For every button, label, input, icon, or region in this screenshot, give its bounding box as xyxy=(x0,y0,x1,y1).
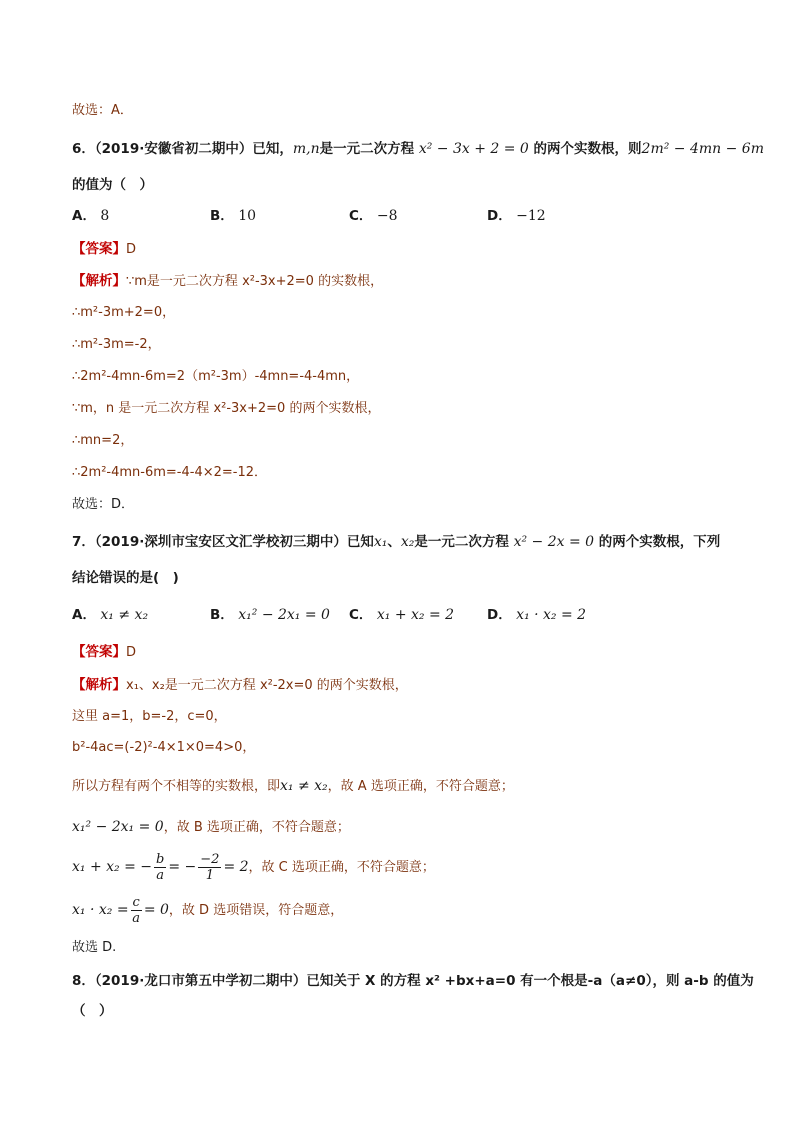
option-label: B． xyxy=(210,607,234,623)
option-label: C． xyxy=(349,607,373,623)
option-value: x₁ ≠ x₂ xyxy=(100,607,149,623)
analysis-math: x₁² − 2x₁ = 0 xyxy=(72,819,164,835)
q6-answer xyxy=(72,240,136,259)
q6-option-d xyxy=(487,207,546,225)
q7-answer xyxy=(72,643,136,662)
option-value: 8 xyxy=(100,208,110,224)
option-value: x₁ + x₂ = 2 xyxy=(376,607,455,623)
question-8-stem-line2: （ ） xyxy=(72,1003,113,1019)
prev-conclusion: 故选：A． xyxy=(72,103,133,118)
option-value: x₁ · x₂ = 2 xyxy=(516,607,587,623)
option-value: x₁² − 2x₁ = 0 xyxy=(238,607,330,623)
option-label: D． xyxy=(487,607,512,623)
q7-option-a xyxy=(72,606,148,624)
option-label: A． xyxy=(72,607,96,623)
q6-expression: 2m² − 4mn − 6m xyxy=(641,141,764,157)
option-value: −8 xyxy=(376,208,398,224)
q6-analysis-3: ∴m²-3m=-2， xyxy=(72,337,161,352)
q6-head: 6．（2019·安徽省初二期中）已知， xyxy=(72,141,293,157)
analysis-math: = 0 xyxy=(143,902,169,918)
fraction-numerator: −2 xyxy=(200,852,220,867)
q6-analysis-2: ∴m²-3m+2=0， xyxy=(72,305,176,320)
answer-tag: 【答案】 xyxy=(72,241,126,257)
q6-vars: m,n xyxy=(292,141,320,157)
fraction-b-over-a xyxy=(154,852,166,883)
analysis-text: ，故 D 选项错误，符合题意， xyxy=(168,903,344,918)
analysis-text: 所以方程有两个不相等的实数根，即 xyxy=(72,779,281,794)
answer-value: D xyxy=(126,242,137,257)
analysis-text: x₁、x₂是一元二次方程 x²-2x=0 的两个实数根， xyxy=(126,678,408,693)
q6-analysis-6: ∴mn=2， xyxy=(72,433,134,448)
analysis-text: ，故 C 选项正确，不符合题意； xyxy=(248,860,435,875)
q6-option-b xyxy=(210,207,256,225)
analysis-text: ，故 A 选项正确，不符合题意； xyxy=(327,779,514,794)
q6-analysis-1 xyxy=(72,272,383,291)
analysis-math: x₁ ≠ x₂ xyxy=(280,778,328,794)
q6-analysis-4: ∴2m²-4mn-6m=2（m²-3m）-4mn=-4-4mn， xyxy=(72,369,360,384)
question-8-stem: 8．（2019·龙口市第五中学初二期中）已知关于 X 的方程 x² +bx+a=0 有一个根是-a（a≠0），则 a-b 的值为 xyxy=(72,973,754,989)
question-7-stem-line2: 结论错误的是( ) xyxy=(72,570,179,586)
fraction-denominator: 1 xyxy=(205,868,214,883)
option-label: D． xyxy=(487,208,512,224)
answer-tag: 【答案】 xyxy=(72,644,126,660)
analysis-text: ∵m是一元二次方程 x²-3x+2=0 的实数根， xyxy=(126,274,384,289)
fraction-c-over-a xyxy=(131,895,142,926)
q6-analysis-8: 故选：D． xyxy=(72,497,135,512)
fraction-numerator: b xyxy=(156,852,165,867)
q7-x2: x₂ xyxy=(400,534,415,550)
q7-analysis-8: 故选 D. xyxy=(72,940,117,955)
q7-option-c xyxy=(349,606,454,624)
q7-x1: x₁ xyxy=(373,534,388,550)
q7-option-b xyxy=(210,606,330,624)
q7-analysis-4 xyxy=(72,777,514,796)
q7-analysis-3: b²-4ac=(-2)²-4×1×0=4>0， xyxy=(72,740,256,755)
q7-analysis-7 xyxy=(72,893,343,928)
option-value: −12 xyxy=(516,208,546,224)
q7-analysis-5 xyxy=(72,818,350,837)
option-value: 10 xyxy=(238,208,257,224)
q7-head: 7．（2019·深圳市宝安区文汇学校初三期中）已知 xyxy=(72,534,374,550)
q6-option-a xyxy=(72,207,109,225)
q7-analysis-1 xyxy=(72,676,408,695)
q7-mid: 是一元二次方程 xyxy=(414,534,509,550)
question-6-stem-line2: 的值为（ ） xyxy=(72,177,153,193)
q7-option-d xyxy=(487,606,586,624)
q6-analysis-5: ∵m，n 是一元二次方程 x²-3x+2=0 的两个实数根， xyxy=(72,401,381,416)
question-6-stem xyxy=(72,140,764,158)
question-7-stem xyxy=(72,533,720,551)
fraction-numerator: c xyxy=(132,895,140,910)
option-label: A． xyxy=(72,208,96,224)
q7-analysis-6 xyxy=(72,850,435,885)
q6-option-c xyxy=(349,207,398,225)
analysis-math: x₁ · x₂ = xyxy=(72,902,129,918)
answer-value: D xyxy=(126,645,137,660)
q6-mid: 是一元二次方程 xyxy=(319,141,415,157)
analysis-text: ，故 B 选项正确，不符合题意； xyxy=(163,820,350,835)
fraction-denominator: a xyxy=(132,911,141,926)
analysis-math: x₁ + x₂ = − xyxy=(72,859,153,875)
option-label: B． xyxy=(210,208,234,224)
option-label: C． xyxy=(349,208,373,224)
q6-analysis-7: ∴2m²-4mn-6m=-4-4×2=-12． xyxy=(72,465,268,480)
q7-equation: x² − 2x = 0 xyxy=(513,534,595,550)
analysis-math: = 2 xyxy=(223,859,249,875)
q7-sep: 、 xyxy=(387,534,401,550)
q7-analysis-2: 这里 a=1，b=-2，c=0， xyxy=(72,709,227,724)
analysis-math: = − xyxy=(168,859,197,875)
fraction-denominator: a xyxy=(156,868,165,883)
q6-tail: 的两个实数根，则 xyxy=(533,141,642,157)
analysis-tag: 【解析】 xyxy=(72,273,126,289)
q7-tail: 的两个实数根，下列 xyxy=(598,534,721,550)
fraction-neg2-over-1 xyxy=(198,852,221,883)
q6-equation: x² − 3x + 2 = 0 xyxy=(418,141,529,157)
analysis-tag: 【解析】 xyxy=(72,677,126,693)
